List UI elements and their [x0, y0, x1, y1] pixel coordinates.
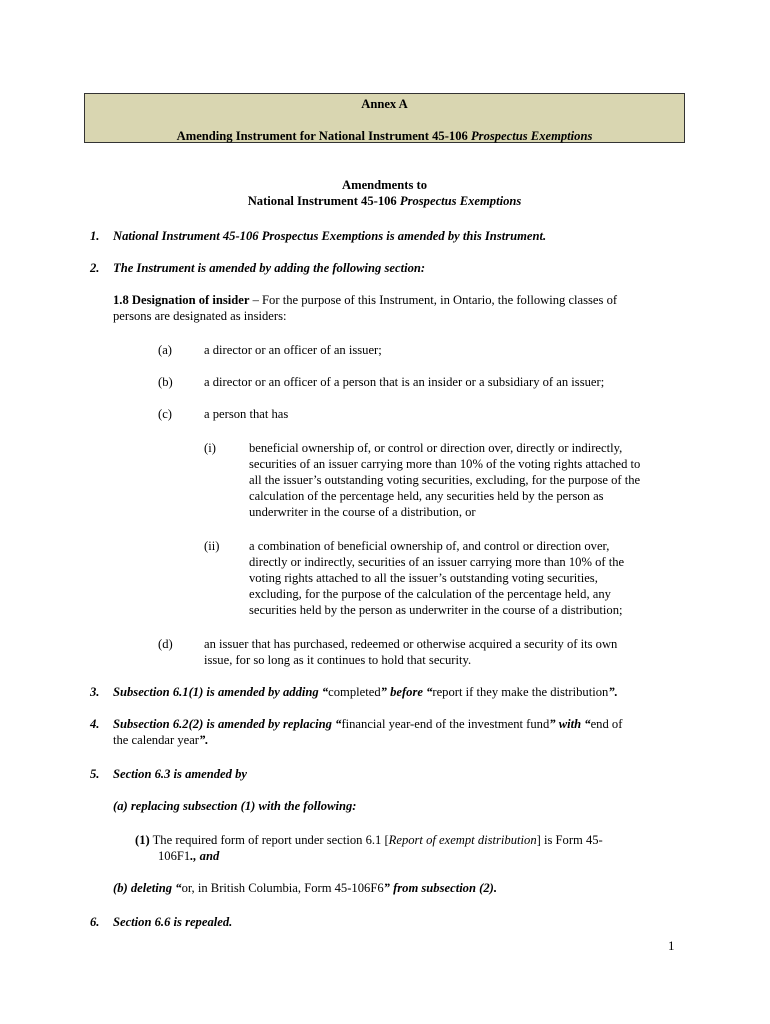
item-3-part5: ”.	[608, 685, 618, 699]
section-1-8-line1-text: – For the purpose of this Instrument, in Ontario, the following classes of	[249, 293, 618, 307]
item-5a1-line2-end: ., and	[190, 849, 220, 863]
annex-subtitle-italic: Prospectus Exemptions	[470, 129, 593, 143]
item-3-part4: report if they make the distribution	[432, 685, 609, 699]
clause-b-text: a director or an officer of a person that is an insider or a subsidiary of an issuer;	[204, 375, 605, 389]
section-1-8-line1	[113, 292, 617, 308]
annex-subtitle-text: Amending Instrument for National Instrument 45-106	[176, 129, 471, 143]
item-4-part1: Subsection 6.2(2) is amended by replacing “	[113, 717, 342, 731]
item-5b-part2: or, in British Columbia, Form 45-106F6	[181, 881, 384, 895]
clause-c-label: (c)	[158, 407, 172, 421]
clause-c-text: a person that has	[204, 407, 289, 421]
clause-d-label: (d)	[158, 637, 173, 651]
subclause-ii-label: (ii)	[204, 539, 220, 553]
heading-line2-italic: Prospectus Exemptions	[399, 194, 522, 208]
annex-subtitle	[85, 128, 684, 144]
item-6-text: Section 6.6 is repealed.	[113, 915, 233, 929]
clause-d-line2: issue, for so long as it continues to hold that security.	[204, 653, 472, 667]
item-5b-part1: (b) deleting “	[113, 881, 182, 895]
item-1-text: National Instrument 45-106 Prospectus Exemptions is amended by this Instrument.	[113, 229, 547, 243]
item-5a1-label: (1)	[135, 833, 150, 847]
heading-line2-text: National Instrument 45-106	[247, 194, 400, 208]
subclause-i-line2: securities of an issuer carrying more than 10% of the voting rights attached to	[249, 457, 641, 471]
subclause-i-line3: all the issuer’s outstanding voting securities, excluding, for the purpose of the	[249, 473, 641, 487]
clause-a-label: (a)	[158, 343, 172, 357]
item-2-number: 2.	[90, 261, 100, 275]
item-1-number: 1.	[90, 229, 100, 243]
item-5-text: Section 6.3 is amended by	[113, 767, 247, 781]
item-5a1-part3: ] is Form 45-	[536, 833, 603, 847]
clause-d-line1: an issuer that has purchased, redeemed or otherwise acquired a security of its own	[204, 637, 618, 651]
subclause-i-line5: underwriter in the course of a distribution, or	[249, 505, 476, 519]
item-5a1-part2: Report of exempt distribution	[388, 833, 537, 847]
item-4-part4: end of	[590, 717, 623, 731]
item-5a1-part1: The required form of report under section 6.1 [	[149, 833, 389, 847]
item-4-part2: financial year-end of the investment fund	[341, 717, 550, 731]
item-3-number: 3.	[90, 685, 100, 699]
clause-b-label: (b)	[158, 375, 173, 389]
item-3-text	[113, 684, 618, 700]
item-4-line2-end: ”.	[199, 733, 209, 747]
item-3-part3: ” before “	[380, 685, 433, 699]
subclause-i-line4: calculation of the percentage held, any securities held by the person as	[249, 489, 604, 503]
subclause-ii-line4: excluding, for the purpose of the calculation of the percentage held, any	[249, 587, 611, 601]
item-4-part3: ” with “	[549, 717, 591, 731]
item-4-line2-text: the calendar year	[113, 733, 199, 747]
clause-a-text: a director or an officer of an issuer;	[204, 343, 382, 357]
section-1-8-heading: 1.8 Designation of insider	[113, 293, 250, 307]
page-number: 1	[668, 938, 675, 953]
section-1-8-line2: persons are designated as insiders:	[113, 309, 287, 323]
item-5a1-line2	[158, 848, 219, 864]
heading-line2	[84, 193, 685, 209]
item-4-line1	[113, 716, 622, 732]
item-4-line2	[113, 732, 208, 748]
item-5a1-line1	[135, 832, 603, 848]
item-5a1-line2-text: 106F1	[158, 849, 191, 863]
subclause-i-label: (i)	[204, 441, 216, 455]
item-3-part2: completed	[328, 685, 381, 699]
item-4-number: 4.	[90, 717, 100, 731]
subclause-ii-line5: securities held by the person as underwriter in the course of a distribution;	[249, 603, 623, 617]
heading-line1: Amendments to	[341, 178, 427, 192]
subclause-ii-line1: a combination of beneficial ownership of, and control or direction over,	[249, 539, 610, 553]
item-5b-part3: ” from subsection (2).	[383, 881, 497, 895]
item-5a-text: (a) replacing subsection (1) with the following:	[113, 799, 357, 813]
annex-title: Annex A	[361, 97, 408, 111]
item-2-text: The Instrument is amended by adding the following section:	[113, 261, 426, 275]
item-5b-text	[113, 880, 497, 896]
item-6-number: 6.	[90, 915, 100, 929]
annex-header-box	[84, 93, 685, 143]
subclause-i-line1: beneficial ownership of, or control or direction over, directly or indirectly,	[249, 441, 623, 455]
item-3-part1: Subsection 6.1(1) is amended by adding “	[113, 685, 329, 699]
subclause-ii-line2: directly or indirectly, securities of an issuer carrying more than 10% of the	[249, 555, 625, 569]
item-5-number: 5.	[90, 767, 100, 781]
subclause-ii-line3: voting rights attached to all the issuer’s outstanding voting securities,	[249, 571, 598, 585]
